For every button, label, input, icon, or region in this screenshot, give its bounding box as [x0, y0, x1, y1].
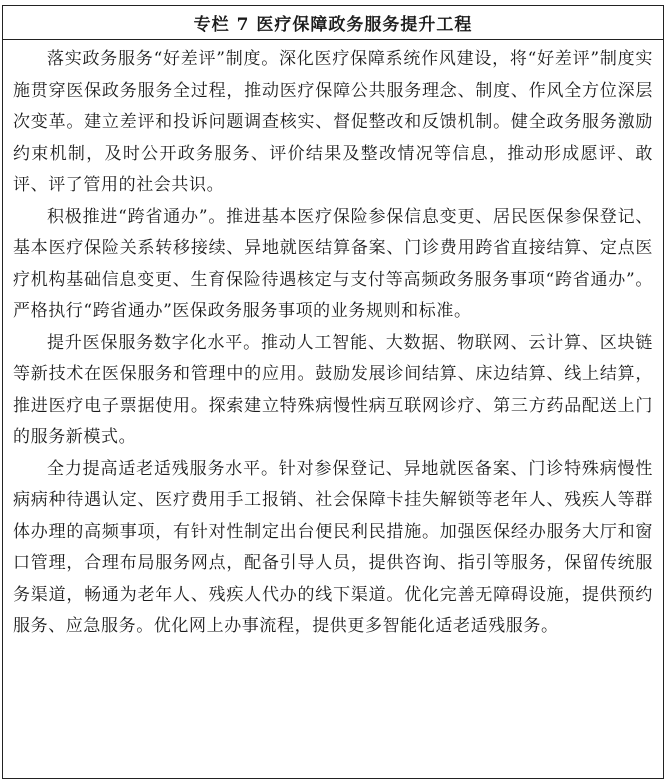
column-content	[3, 40, 663, 643]
column-title: 专栏 7 医疗保障政务服务提升工程	[3, 6, 663, 40]
paragraph-cross-province: 积极推进“跨省通办”。推进基本医疗保险参保信息变更、居民医保参保登记、基本医疗保险关系转移接续、异地就医结算备案、门诊费用跨省直接结算、定点医疗机构基础信息变更、生育保险待遇核定与支付等高频政务服务事项“跨省通办”。严格执行“跨省通办”医保政务服务事项的业务规则和标准。	[13, 206, 653, 321]
paragraph-elderly-disabled: 全力提高适老适残服务水平。针对参保登记、异地就医备案、门诊特殊病慢性病病种待遇认定、医疗费用手工报销、社会保障卡挂失解锁等老年人、残疾人等群体办理的高频事项，有针对性制定出台便民利民措施。加强医保经办服务大厅和窗口管理，合理布局服务网点，配备引导人员，提供咨询、指引等服务，保留传统服务渠道，畅通为老年人、残疾人代办的线下渠道。优化完善无障碍设施，提供预约服务、应急服务。优化网上办事流程，提供更多智能化适老适残服务。	[13, 458, 653, 636]
column-box	[2, 5, 664, 779]
paragraph-digitalization: 提升医保服务数字化水平。推动人工智能、大数据、物联网、云计算、区块链等新技术在医保服务和管理中的应用。鼓励发展诊间结算、床边结算、线上结算，推进医疗电子票据使用。探索建立特殊病慢性病互联网诊疗、第三方药品配送上门的服务新模式。	[13, 332, 653, 447]
paragraph-good-bad-review: 落实政务服务“好差评”制度。深化医疗保障系统作风建设，将“好差评”制度实施贯穿医保政务服务全过程，推动医疗保障公共服务理念、制度、作风全方位深层次变革。建立差评和投诉问题调查核实、督促整改和反馈机制。健全政务服务激励约束机制，及时公开政务服务、评价结果及整改情况等信息，推动形成愿评、敢评、评了管用的社会共识。	[13, 49, 653, 195]
